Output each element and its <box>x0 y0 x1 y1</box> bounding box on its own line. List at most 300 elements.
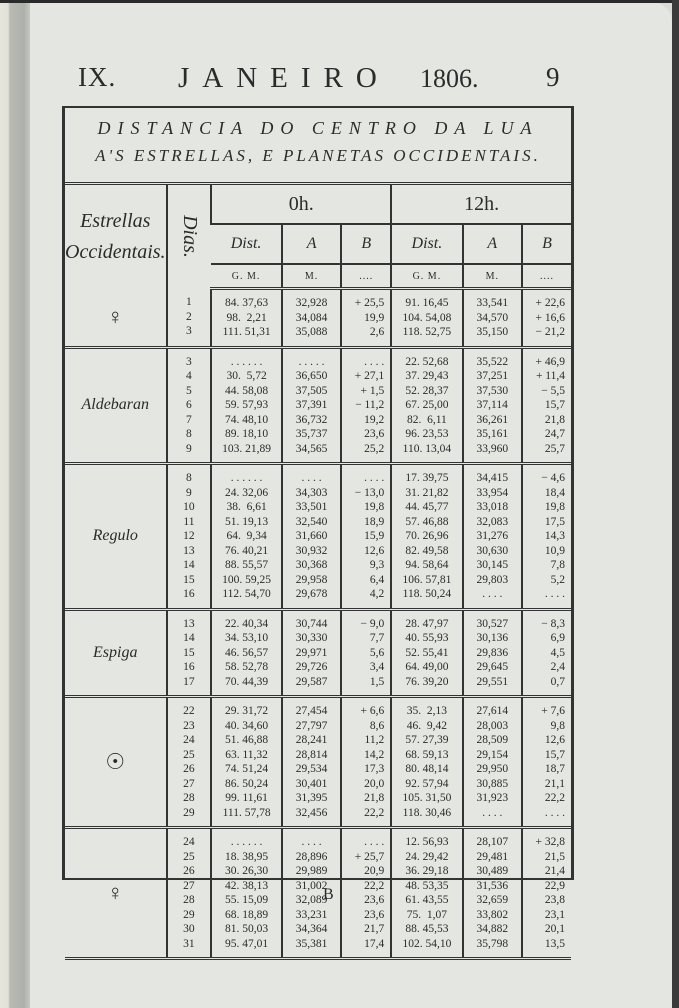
cell-value: 46. 9,42 <box>406 719 448 732</box>
cell-value: 5 <box>186 384 192 397</box>
cell-value: 15,9 <box>364 530 385 542</box>
cell-value: 29,803 <box>476 573 509 586</box>
signature-mark: B <box>323 886 334 903</box>
cell-value: 36,261 <box>476 413 509 426</box>
cell-value: 30,744 <box>295 617 328 630</box>
cell-value: 18. 38,95 <box>225 850 269 863</box>
cell-value: 57. 46,88 <box>405 515 449 528</box>
cell-value: . . . . . . <box>230 472 263 484</box>
cell-value: 8 <box>186 428 192 440</box>
cell-value: 31,395 <box>295 792 328 804</box>
cell-value: 15 <box>183 646 195 659</box>
cell-value: 55. 15,09 <box>225 894 269 906</box>
cell-value: 35,798 <box>476 937 509 950</box>
stars-column-header <box>65 184 167 289</box>
cell-value: 31,923 <box>476 792 509 804</box>
cell-value: 30,330 <box>295 632 328 644</box>
cell-value: . . . . <box>482 806 503 819</box>
cell-value: 14 <box>183 632 195 644</box>
star-label: Regulo <box>92 527 138 545</box>
cell-value: 30,527 <box>476 617 509 630</box>
cell-value: 28 <box>183 792 195 804</box>
a-0h-values <box>282 464 341 610</box>
cell-value: 5,2 <box>550 573 565 586</box>
cell-value: . . . . <box>544 806 565 819</box>
table-row <box>65 289 571 348</box>
dist-12h-values <box>391 464 462 610</box>
cell-value: 40. 55,93 <box>405 632 449 644</box>
cell-value: 76. 40,21 <box>225 544 269 557</box>
cell-value: 10,9 <box>544 544 565 557</box>
cell-value: + 11,4 <box>535 370 565 382</box>
a-0h-values <box>282 697 341 828</box>
cell-value: + 6,6 <box>360 705 385 717</box>
cell-value: 38. 6,61 <box>226 501 267 513</box>
cell-value: 33,501 <box>295 501 328 513</box>
cell-value: 30. 5,72 <box>226 370 267 382</box>
cell-value: 12 <box>183 530 195 542</box>
cell-value: 112. 54,70 <box>222 588 271 600</box>
cell-value: 51. 19,13 <box>225 515 269 528</box>
cell-value: 3,4 <box>369 661 385 673</box>
cell-value: 118. 30,46 <box>402 806 452 819</box>
star-group <box>65 289 571 348</box>
stars-label-line1: Estrellas <box>80 209 151 232</box>
cell-value: 70. 44,39 <box>225 675 269 688</box>
cell-value: 27,614 <box>476 705 509 717</box>
dist-0h-values <box>211 828 282 959</box>
cell-value: 37,530 <box>476 384 509 397</box>
cell-value: 52. 55,41 <box>405 646 449 659</box>
cell-value: 20,9 <box>364 865 385 877</box>
cell-value: 31 <box>183 937 195 950</box>
cell-value: 34,084 <box>295 311 328 324</box>
table-title-line2: A'S ESTRELLAS, E PLANETAS OCCIDENTAIS. <box>95 146 541 165</box>
time-12h-header: 12h. <box>391 184 571 225</box>
cell-value: 15,7 <box>544 748 565 761</box>
cell-value: 15,7 <box>544 399 565 411</box>
table-row <box>65 828 571 959</box>
star-group <box>65 464 571 610</box>
cell-value: 33,541 <box>476 297 509 309</box>
cell-value: 29,645 <box>476 661 509 673</box>
cell-value: 37,505 <box>295 384 328 397</box>
cell-value: 44. 45,77 <box>405 501 449 513</box>
a-12h-values <box>463 609 522 697</box>
cell-value: 44. 58,08 <box>225 384 269 397</box>
cell-value: 95. 47,01 <box>225 937 269 950</box>
cell-value: 21,7 <box>364 923 385 935</box>
cell-value: 110. 13,04 <box>402 442 452 455</box>
cell-value: 42. 38,13 <box>225 879 269 892</box>
cell-value: 24,7 <box>544 428 565 440</box>
cell-value: 36,650 <box>295 370 328 382</box>
cell-value: 18,7 <box>544 763 565 775</box>
cell-value: 13,5 <box>544 937 565 950</box>
table-row <box>65 609 571 697</box>
cell-value: 30. 26,30 <box>225 865 269 877</box>
cell-value: 8,6 <box>369 719 385 732</box>
cell-value: 34,364 <box>295 923 328 935</box>
cell-value: 29,678 <box>295 588 328 600</box>
cell-value: 2,6 <box>369 326 385 338</box>
cell-value: 23,1 <box>544 908 565 921</box>
cell-value: 81. 50,03 <box>225 923 269 935</box>
table-title-line1: DISTANCIA DO CENTRO DA LUA <box>97 118 539 138</box>
cell-value: + 16,6 <box>535 311 565 324</box>
cell-value: 28,896 <box>295 850 328 863</box>
cell-value: 22. 52,68 <box>405 355 449 368</box>
lunar-distance-table <box>65 182 571 960</box>
cell-value: 21,1 <box>544 777 565 790</box>
cell-value: 23 <box>183 719 195 732</box>
star-label: ☉ <box>105 749 126 774</box>
cell-value: + 25,7 <box>354 850 385 863</box>
cell-value: 106. 57,81 <box>402 573 452 586</box>
cell-value: 13 <box>183 617 195 630</box>
running-header <box>0 62 679 102</box>
cell-value: 24 <box>183 734 195 746</box>
cell-value: 12,6 <box>364 544 385 557</box>
star-name <box>65 464 167 610</box>
cell-value: 57. 27,39 <box>405 734 449 746</box>
cell-value: 5,6 <box>369 646 385 659</box>
table-row <box>65 347 571 464</box>
cell-value: 37. 29,43 <box>405 370 449 382</box>
cell-value: 28,003 <box>476 719 509 732</box>
cell-value: 25 <box>183 748 195 761</box>
cell-value: 19,8 <box>364 501 385 513</box>
day-numbers <box>167 464 212 610</box>
cell-value: 28,107 <box>476 836 509 848</box>
table-row <box>65 697 571 828</box>
cell-value: 6,4 <box>369 573 385 586</box>
cell-value: 27,797 <box>295 719 328 732</box>
day-numbers <box>167 697 212 828</box>
cell-value: 2,4 <box>550 661 565 673</box>
cell-value: 84. 37,63 <box>225 297 269 309</box>
unit-dist-0h: G. M. <box>211 264 282 289</box>
cell-value: 76. 39,20 <box>405 675 449 688</box>
cell-value: 29,958 <box>295 573 328 586</box>
cell-value: 82. 49,58 <box>405 544 449 557</box>
cell-value: 22. 40,34 <box>225 617 269 630</box>
cell-value: 0,7 <box>550 675 565 688</box>
star-label: ♀ <box>107 880 124 905</box>
cell-value: 74. 48,10 <box>225 413 269 426</box>
cell-value: 29,836 <box>476 646 509 659</box>
cell-value: 64. 49,00 <box>405 661 449 673</box>
cell-value: 9 <box>186 486 192 499</box>
unit-b-12h: .... <box>522 264 571 289</box>
cell-value: − 5,5 <box>541 384 565 397</box>
cell-value: + 27,1 <box>354 370 385 382</box>
cell-value: 82. 6,11 <box>406 413 447 426</box>
cell-value: 10 <box>183 501 195 513</box>
cell-value: − 4,6 <box>541 472 565 484</box>
cell-value: 22,2 <box>364 879 385 892</box>
unit-dist-12h: G. M. <box>391 264 462 289</box>
cell-value: . . . . <box>301 472 322 484</box>
cell-value: 30 <box>183 923 195 935</box>
cell-value: 29,950 <box>476 763 509 775</box>
cell-value: 34,565 <box>295 442 328 455</box>
b-0h-values <box>341 828 391 959</box>
cell-value: 26 <box>183 763 195 775</box>
cell-value: 68. 18,89 <box>225 908 269 921</box>
cell-value: 29,534 <box>295 763 328 775</box>
stars-label-line2: Occidentais. <box>65 240 166 263</box>
cell-value: 16 <box>183 588 195 600</box>
time-0h-header: 0h. <box>211 184 391 225</box>
cell-value: 30,145 <box>476 559 509 571</box>
cell-value: 15 <box>183 573 195 586</box>
cell-value: − 9,0 <box>360 617 385 630</box>
dist-12h-values <box>391 609 462 697</box>
cell-value: 96. 23,53 <box>405 428 449 440</box>
cell-value: 32,540 <box>295 515 328 528</box>
cell-value: 29,971 <box>295 646 328 659</box>
cell-value: 24. 32,06 <box>225 486 269 499</box>
days-label: Dias. <box>178 215 201 259</box>
cell-value: 1 <box>186 296 192 309</box>
cell-value: 25,2 <box>364 442 385 455</box>
month-title: JANEIRO <box>178 62 390 94</box>
cell-value: − 21,2 <box>535 326 565 338</box>
cell-value: 98. 2,21 <box>226 311 267 324</box>
cell-value: . . . . <box>364 472 385 484</box>
cell-value: − 13,0 <box>354 486 385 499</box>
cell-value: 25 <box>183 850 195 863</box>
cell-value: 17. 39,75 <box>405 472 449 484</box>
cell-value: 35,381 <box>295 937 328 950</box>
cell-value: 46. 56,57 <box>225 646 269 659</box>
cell-value: 21,8 <box>364 792 385 804</box>
cell-value: 23,8 <box>544 894 565 906</box>
cell-value: 99. 11,61 <box>225 792 268 804</box>
cell-value: 27 <box>183 777 195 790</box>
cell-value: 25,7 <box>544 442 565 455</box>
cell-value: 34. 53,10 <box>225 632 269 644</box>
dist-12h-values <box>391 697 462 828</box>
book-binding <box>0 0 30 1008</box>
cell-value: 12. 56,93 <box>405 836 449 848</box>
a-12h-values <box>463 828 522 959</box>
a-12h-header: A <box>463 224 522 264</box>
b-12h-values <box>522 609 571 697</box>
cell-value: 111. 57,78 <box>222 806 271 819</box>
cell-value: 34,415 <box>476 472 509 484</box>
cell-value: 9,8 <box>550 719 565 732</box>
star-label: Espiga <box>93 643 138 661</box>
cell-value: 34,570 <box>476 311 509 324</box>
a-0h-values <box>282 609 341 697</box>
cell-value: 24. 29,42 <box>405 850 449 863</box>
cell-value: . . . . <box>364 836 385 848</box>
cell-value: 17 <box>183 675 195 688</box>
star-group <box>65 347 571 464</box>
cell-value: 34,882 <box>476 923 509 935</box>
cell-value: − 8,3 <box>541 617 565 630</box>
cell-value: 1,5 <box>369 675 385 688</box>
dist-0h-header: Dist. <box>211 224 282 264</box>
cell-value: 118. 50,24 <box>402 588 452 600</box>
cell-value: 35,150 <box>476 326 509 338</box>
cell-value: 11,2 <box>364 734 385 746</box>
cell-value: 7,8 <box>550 559 565 571</box>
cell-value: 33,018 <box>476 501 509 513</box>
cell-value: 29,989 <box>295 865 328 877</box>
cell-value: 75. 1,07 <box>406 908 448 921</box>
cell-value: 22,9 <box>544 879 565 892</box>
cell-value: 29,587 <box>295 675 328 688</box>
dist-0h-values <box>211 697 282 828</box>
cell-value: 8 <box>186 472 192 484</box>
b-12h-values <box>522 464 571 610</box>
cell-value: 22 <box>183 705 195 717</box>
cell-value: 29,481 <box>476 850 509 863</box>
cell-value: 37,391 <box>295 399 328 411</box>
unit-a-0h: M. <box>282 264 341 289</box>
day-numbers <box>167 347 212 464</box>
cell-value: 48. 53,35 <box>405 879 449 892</box>
cell-value: 21,5 <box>544 850 565 863</box>
cell-value: 58. 52,78 <box>225 661 269 673</box>
cell-value: 64. 9,34 <box>226 530 267 542</box>
b-0h-values <box>341 697 391 828</box>
cell-value: 52. 28,37 <box>405 384 449 397</box>
dist-0h-values <box>211 289 282 348</box>
cell-value: 61. 43,55 <box>405 894 449 906</box>
star-name <box>65 347 167 464</box>
cell-value: 4 <box>186 370 192 382</box>
star-name <box>65 828 167 959</box>
cell-value: 3 <box>186 325 192 338</box>
cell-value: 29,551 <box>476 675 509 688</box>
cell-value: 70. 26,96 <box>405 530 449 542</box>
cell-value: 68. 59,13 <box>405 748 449 761</box>
page-number: 9 <box>546 62 560 92</box>
a-12h-values <box>463 697 522 828</box>
cell-value: 33,960 <box>476 442 509 455</box>
cell-value: 30,932 <box>295 544 328 557</box>
dist-12h-header: Dist. <box>391 224 462 264</box>
dist-0h-values <box>211 609 282 697</box>
cell-value: 40. 34,60 <box>225 719 269 732</box>
cell-value: 9 <box>186 442 192 455</box>
cell-value: 7 <box>186 413 192 426</box>
cell-value: 89. 18,10 <box>225 428 269 440</box>
cell-value: 102. 54,10 <box>402 937 452 950</box>
cell-value: + 1,5 <box>360 384 385 397</box>
page-right-edge <box>672 0 679 1008</box>
cell-value: 17,5 <box>544 515 565 528</box>
cell-value: 29,154 <box>476 748 509 761</box>
b-0h-values <box>341 464 391 610</box>
a-0h-values <box>282 289 341 348</box>
a-12h-values <box>463 464 522 610</box>
b-0h-header: B <box>341 224 391 264</box>
cell-value: 67. 25,00 <box>405 399 449 411</box>
star-name <box>65 289 167 348</box>
cell-value: 111. 51,31 <box>222 326 271 338</box>
cell-value: 9,3 <box>369 559 385 571</box>
cell-value: 28,241 <box>295 734 328 746</box>
cell-value: 34,303 <box>295 486 328 499</box>
cell-value: 28 <box>183 894 195 906</box>
cell-value: . . . . <box>544 588 565 600</box>
b-12h-values <box>522 347 571 464</box>
cell-value: 6,9 <box>550 632 565 644</box>
dist-12h-values <box>391 347 462 464</box>
cell-value: 29 <box>183 806 195 819</box>
cell-value: 30,885 <box>476 777 509 790</box>
cell-value: 36,732 <box>295 413 328 426</box>
b-12h-values <box>522 828 571 959</box>
cell-value: 11 <box>183 515 195 528</box>
cell-value: 118. 52,75 <box>402 326 452 338</box>
cell-value: + 46,9 <box>535 355 565 368</box>
cell-value: 27,454 <box>295 705 328 717</box>
cell-value: . . . . <box>482 588 503 600</box>
a-12h-values <box>463 347 522 464</box>
cell-value: 31,660 <box>295 530 328 542</box>
cell-value: + 7,6 <box>541 705 565 717</box>
cell-value: 32,089 <box>295 894 328 906</box>
day-numbers <box>167 289 212 348</box>
b-12h-header: B <box>522 224 571 264</box>
cell-value: 37,114 <box>476 399 508 411</box>
cell-value: 35,161 <box>476 428 509 440</box>
a-0h-header: A <box>282 224 341 264</box>
star-group <box>65 697 571 828</box>
b-0h-values <box>341 289 391 348</box>
cell-value: . . . . <box>301 836 322 848</box>
day-numbers <box>167 609 212 697</box>
cell-value: 29,726 <box>295 661 328 673</box>
cell-value: 18,9 <box>364 515 385 528</box>
cell-value: 13 <box>183 544 195 557</box>
cell-value: 32,083 <box>476 515 509 528</box>
cell-value: 26 <box>183 865 195 877</box>
cell-value: 21,4 <box>544 865 565 877</box>
dist-0h-values <box>211 347 282 464</box>
cell-value: 23,6 <box>364 908 385 921</box>
cell-value: 17,4 <box>364 937 385 950</box>
cell-value: 63. 11,32 <box>225 748 268 761</box>
cell-value: + 22,6 <box>535 297 565 309</box>
cell-value: 104. 54,08 <box>402 311 452 324</box>
b-12h-values <box>522 289 571 348</box>
cell-value: 33,954 <box>476 486 509 499</box>
cell-value: 22,2 <box>544 792 565 804</box>
cell-value: 32,659 <box>476 894 509 906</box>
cell-value: 4,2 <box>369 588 385 600</box>
cell-value: 17,3 <box>364 763 385 775</box>
cell-value: 20,0 <box>364 777 385 790</box>
cell-value: 80. 48,14 <box>405 763 449 775</box>
cell-value: 31,276 <box>476 530 509 542</box>
dist-0h-values <box>211 464 282 610</box>
cell-value: 59. 57,93 <box>225 399 269 411</box>
table-frame <box>62 106 574 950</box>
cell-value: 36. 29,18 <box>405 865 449 877</box>
table-row <box>65 464 571 610</box>
cell-value: 35,088 <box>295 326 328 338</box>
dist-12h-values <box>391 289 462 348</box>
cell-value: 22,2 <box>364 806 385 819</box>
cell-value: 29. 31,72 <box>225 705 269 717</box>
